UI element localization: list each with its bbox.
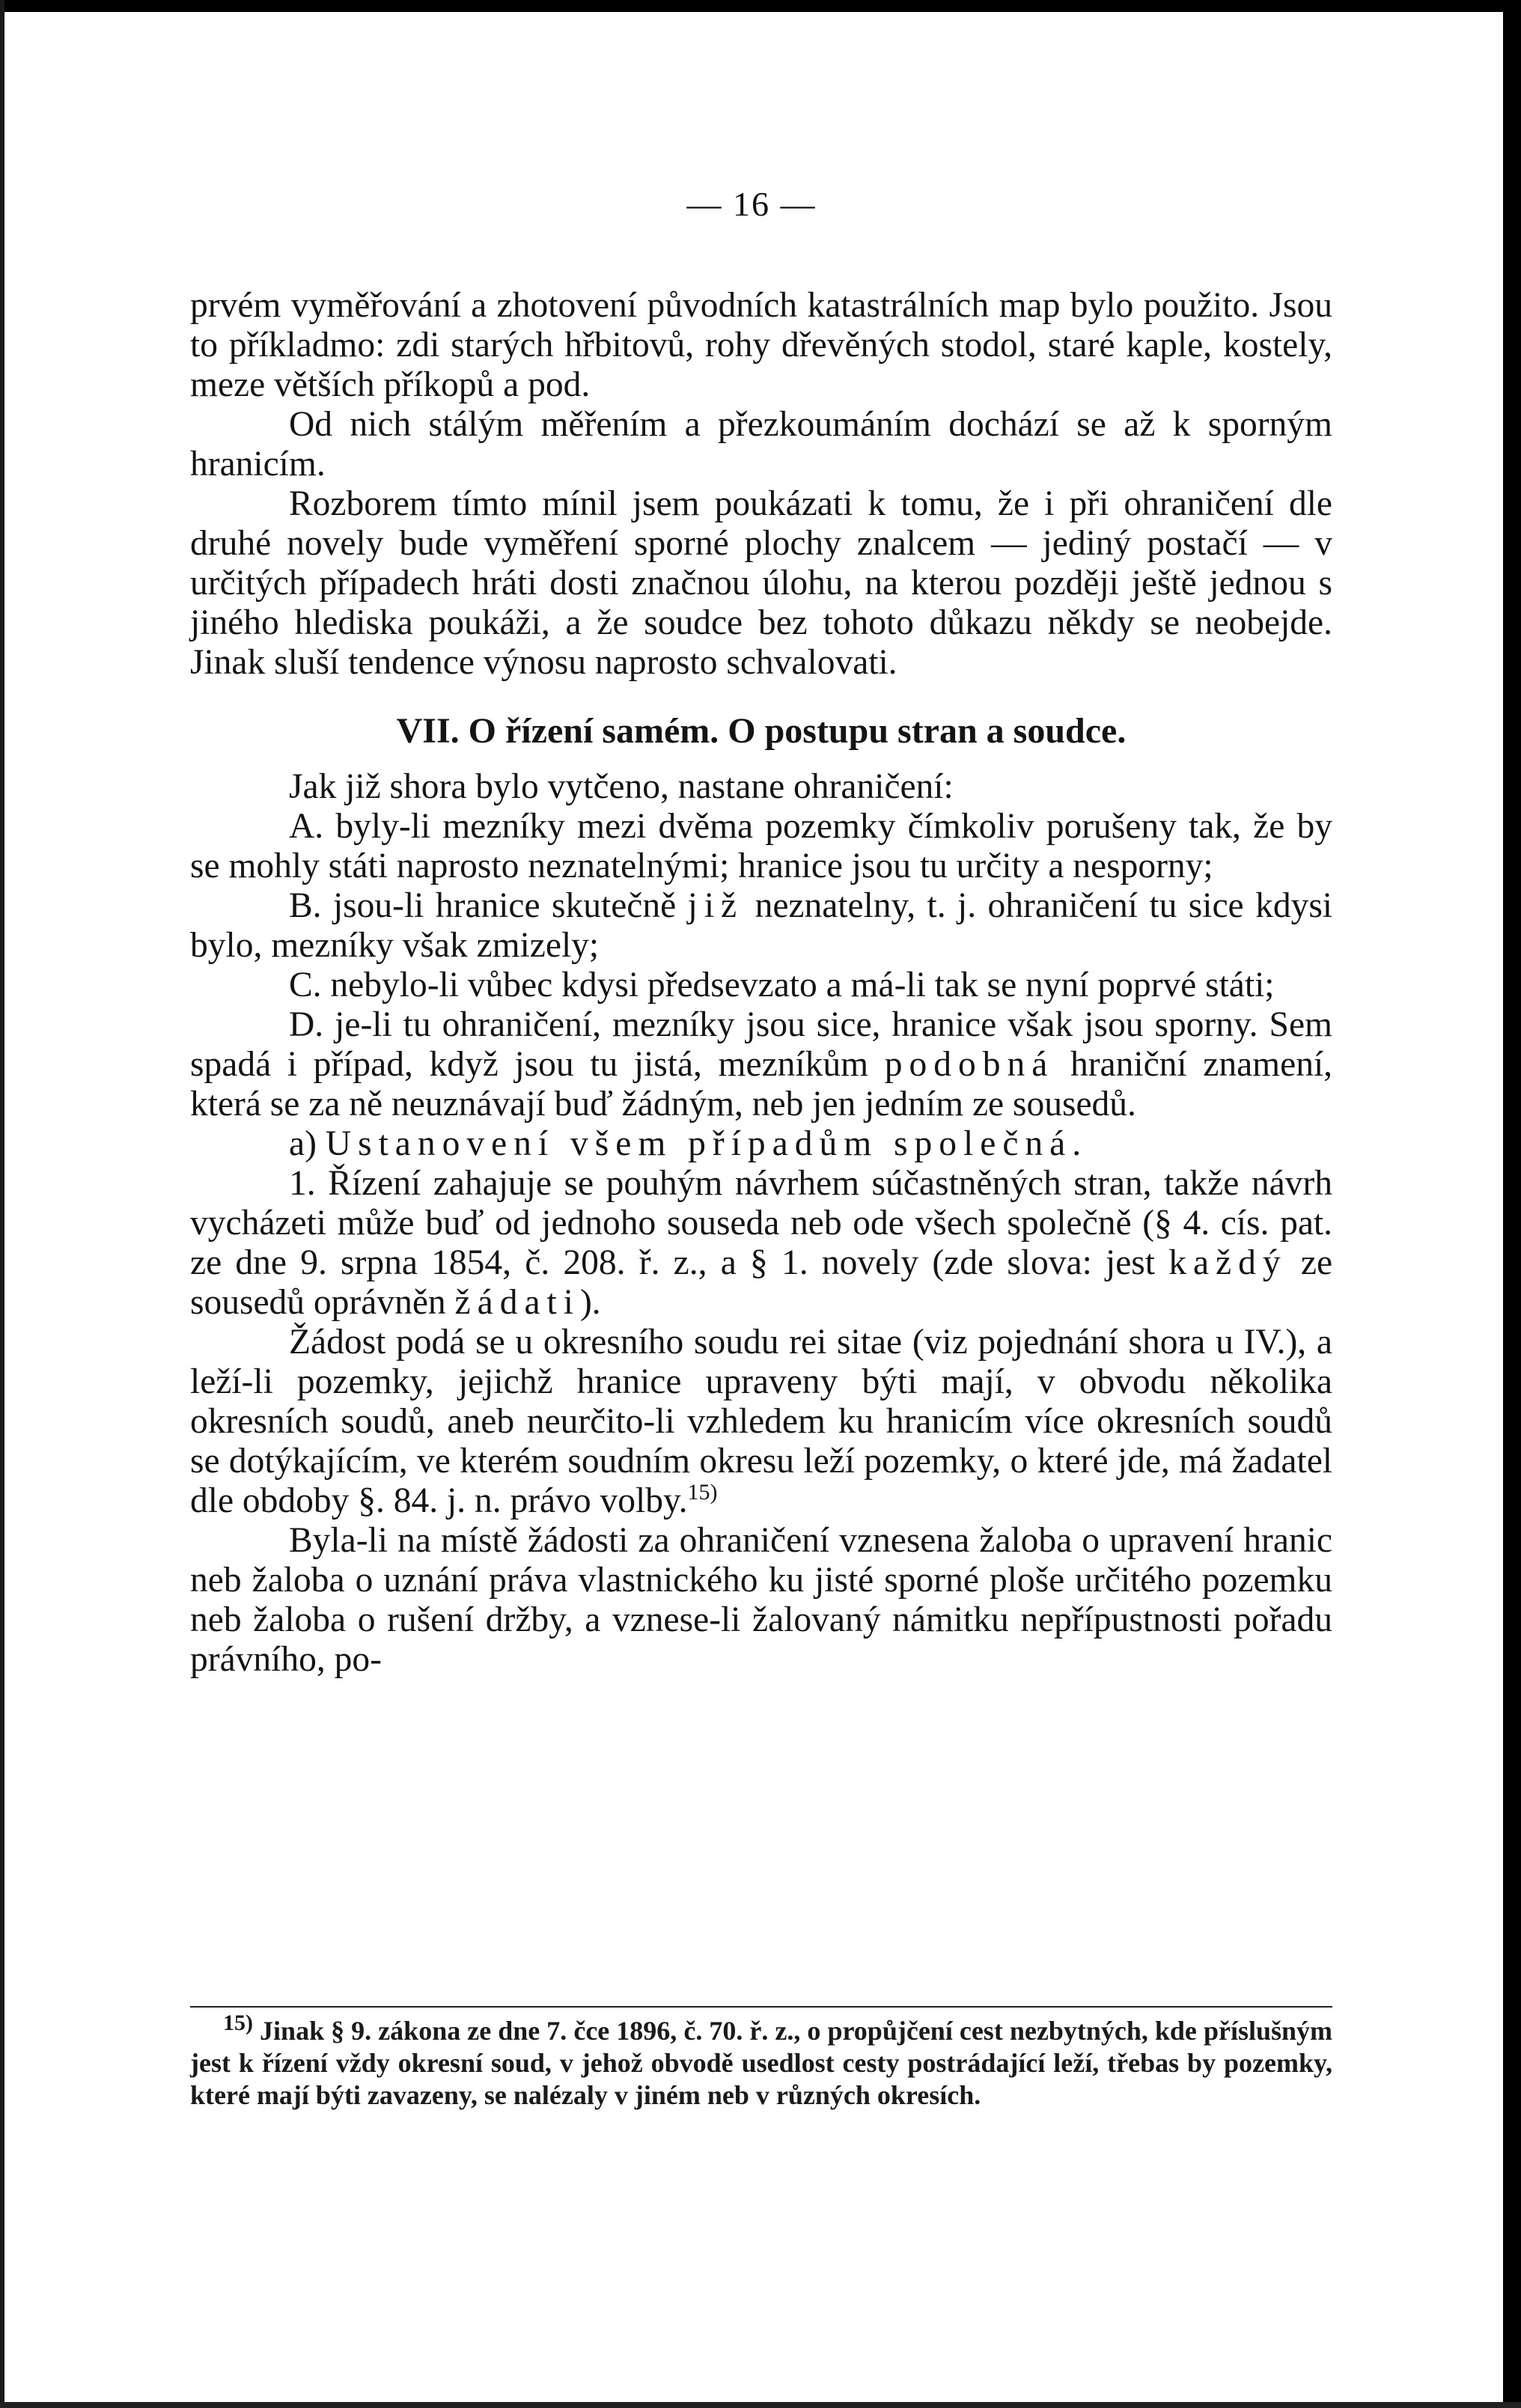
page-number: — 16 — bbox=[686, 185, 817, 223]
case-b: B. jsou-li hranice skutečně již neznatelny, t. j. ohraničení tu sice kdysi bylo, mezníky však zmizely; bbox=[190, 886, 1332, 965]
emphasis-spaced: již bbox=[687, 886, 744, 925]
paragraph: Rozborem tímto mínil jsem poukázati k tomu, že i při ohraničení dle druhé novely bude vyměření sporné plochy znalcem — jediný postačí — v určitých případech hráti dosti značnou úlohu, na kterou později ještě jednou s jiného hlediska poukáži, a že soudce bez tohoto důkazu někdy se neobejde. Jinak sluší tendence výnosu naprosto schvalovati. bbox=[190, 484, 1332, 682]
paragraph: Od nich stálým měřením a přezkoumáním dochází se až k sporným hranicím. bbox=[190, 405, 1332, 484]
footnote-ref: 15) bbox=[687, 1480, 718, 1505]
subsection-heading: a) Ustanovení všem případům společná. bbox=[289, 1124, 1088, 1163]
emphasis-spaced: žádati bbox=[454, 1283, 580, 1322]
paragraph: Jak již shora bylo vytčeno, nastane ohraničení: bbox=[289, 767, 954, 806]
paragraph-continuation: prvém vyměřování a zhotovení původních katastrálních map bylo použito. Jsou to příkladmo: zdi starých hřbitovů, rohy dřevěných stodol, staré kaple, kostely, meze větších příkopů a pod. bbox=[190, 286, 1332, 404]
scan-border-right bbox=[1503, 0, 1521, 2408]
footnote-marker: 15) bbox=[223, 2011, 253, 2035]
footnotes bbox=[190, 2006, 1332, 2112]
scan-border-top bbox=[0, 0, 1521, 12]
case-d: D. je-li tu ohraničení, mezníky jsou sice, hranice však jsou sporny. Sem spadá i případ, když jsou tu jistá, mezníkům podobná hraniční znamení, která se za ně neuznávají buď žádným, neb jen jedním ze sousedů. bbox=[190, 1005, 1333, 1124]
case-c: C. nebylo-li vůbec kdysi předsevzato a má-li tak se nyní poprvé státi; bbox=[289, 966, 1275, 1005]
emphasis-spaced: každý bbox=[1168, 1243, 1287, 1282]
section-heading: VII. O řízení samém. O postupu stran a soudce. bbox=[396, 711, 1127, 751]
case-a: A. byly-li mezníky mezi dvěma pozemky čímkoliv porušeny tak, že by se mohly státi naprosto neznatelnými; hranice jsou tu určity a nesporny; bbox=[190, 807, 1332, 886]
footnote-15: $^{15)}$ Jinak § 9. zákona ze dne 7. čce 1896, č. 70. ř. z., o propůjčení cest nezbytných, kde příslušným jest k řízení vždy okresní soud, v jehož obvodě usedlost cesty postrádající leží, třebas by pozemky, které mají býti zavazeny, se nalézaly v jiném neb v různých okresích. bbox=[190, 2011, 1333, 2110]
scan-border-bottom bbox=[0, 2402, 1521, 2408]
paragraph-zadost: Žádost podá se u okresního soudu rei sitae (viz pojednání shora u IV.), a leží-li pozemky, jejichž hranice upraveny býti mají, v obvodu několika okresních soudů, aneb neurčito-li vzhledem ku hranicím více okresních soudů se dotýkajícím, ve kterém soudním okresu leží pozemky, o které jde, má žadatel dle obdoby §. 84. j. n. právo volby.$^{15)}$ bbox=[190, 1323, 1332, 1520]
paragraph-byla: Byla-li na místě žádosti za ohraničení vznesena žaloba o upravení hranic neb žaloba o uznání práva vlastnického ku jisté sporné ploše určitého pozemku neb žaloba o rušení držby, a vznese-li žalovaný námitku nepřípustnosti pořadu právního, po- bbox=[190, 1521, 1332, 1679]
emphasis-spaced: podobná bbox=[884, 1045, 1055, 1084]
scan-border-left bbox=[0, 0, 4, 2408]
body-text bbox=[190, 286, 1332, 1680]
point-1: 1. Řízení zahajuje se pouhým návrhem súčastněných stran, takže návrh vycházeti může buď od jednoho souseda neb ode všech společně (§ 4. cís. pat. ze dne 9. srpna 1854, č. 208. ř. z., a § 1. novely (zde slova: jest každý ze sousedů oprávněn žádati). bbox=[190, 1164, 1333, 1322]
